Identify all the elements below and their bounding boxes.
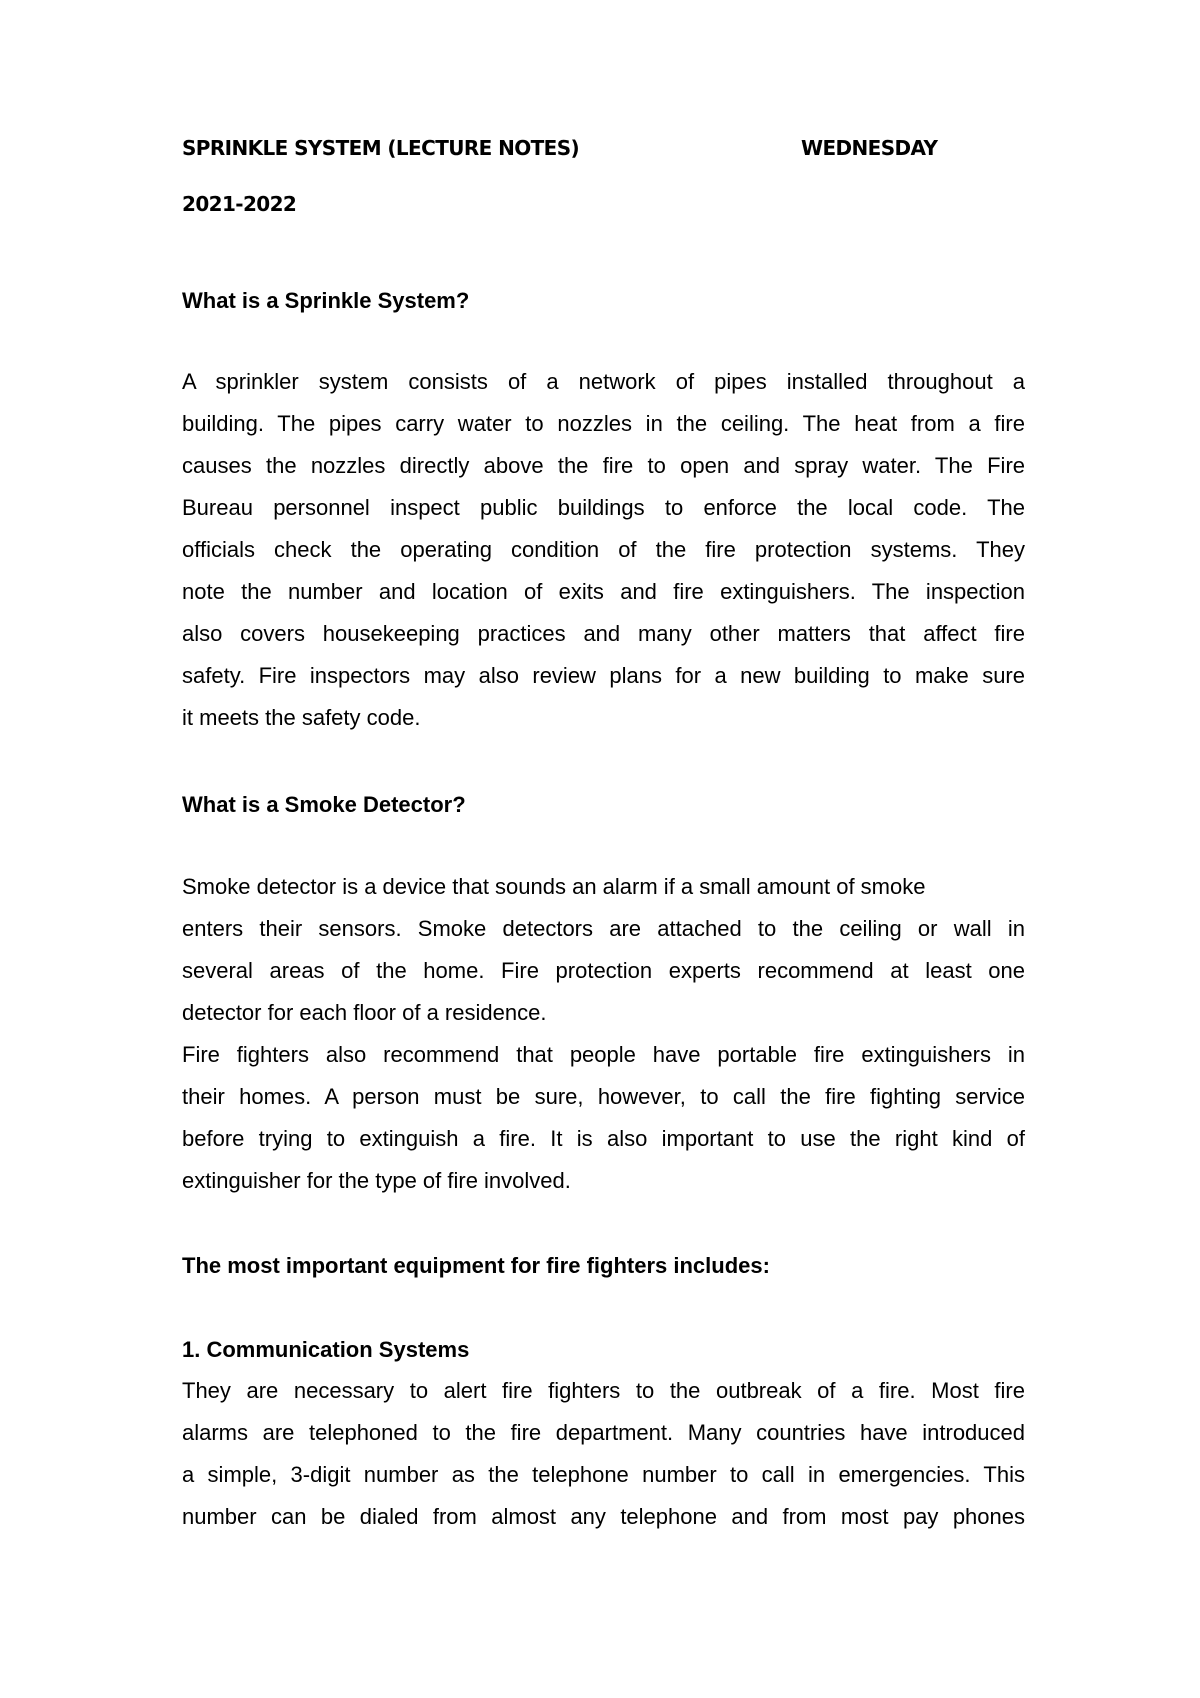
paragraph-line: before trying to extinguish a fire. It is also important to use the right kind of: [182, 1126, 1025, 1151]
paragraph-communication-systems: [182, 1370, 1025, 1538]
heading-equipment: The most important equipment for fire fighters includes:: [182, 1253, 770, 1278]
paragraph-line: several areas of the home. Fire protection experts recommend at least one: [182, 958, 1025, 983]
heading-communication-systems: 1. Communication Systems: [182, 1337, 470, 1362]
paragraph-line: A sprinkler system consists of a network of pipes installed throughout a: [182, 369, 1025, 394]
paragraph-line: also covers housekeeping practices and many other matters that affect fire: [182, 621, 1025, 646]
paragraph-line: extinguisher for the type of fire involved.: [182, 1168, 571, 1193]
paragraph-line: Smoke detector is a device that sounds an alarm if a small amount of smoke: [182, 874, 926, 899]
paragraph-line: note the number and location of exits and fire extinguishers. The inspection: [182, 579, 1025, 604]
paragraph-line: building. The pipes carry water to nozzles in the ceiling. The heat from a fire: [182, 411, 1025, 436]
paragraph-line: enters their sensors. Smoke detectors are attached to the ceiling or wall in: [182, 916, 1025, 941]
paragraph-line: alarms are telephoned to the fire department. Many countries have introduced: [182, 1420, 1025, 1445]
paragraph-line: a simple, 3-digit number as the telephone number to call in emergencies. This: [182, 1462, 1025, 1487]
paragraph-smoke-detector: [182, 866, 1025, 1202]
paragraph-line: safety. Fire inspectors may also review plans for a new building to make sure: [182, 663, 1025, 688]
document-title: SPRINKLE SYSTEM (LECTURE NOTES): [182, 136, 580, 160]
paragraph-line: Fire fighters also recommend that people have portable fire extinguishers in: [182, 1042, 1025, 1067]
paragraph-line: They are necessary to alert fire fighters to the outbreak of a fire. Most fire: [182, 1378, 1025, 1403]
paragraph-line: it meets the safety code.: [182, 705, 421, 730]
document-year: 2021-2022: [182, 192, 297, 216]
paragraph-line: detector for each floor of a residence.: [182, 1000, 547, 1025]
paragraph-line: officials check the operating condition of the fire protection systems. They: [182, 537, 1025, 562]
document-page: [182, 0, 1025, 1698]
paragraph-sprinkle-system: [182, 361, 1025, 739]
heading-sprinkle-system: What is a Sprinkle System?: [182, 288, 470, 313]
paragraph-line: Bureau personnel inspect public buildings to enforce the local code. The: [182, 495, 1025, 520]
document-day: WEDNESDAY: [801, 136, 938, 160]
paragraph-line: number can be dialed from almost any telephone and from most pay phones: [182, 1504, 1025, 1529]
heading-smoke-detector: What is a Smoke Detector?: [182, 792, 466, 817]
paragraph-line: causes the nozzles directly above the fire to open and spray water. The Fire: [182, 453, 1025, 478]
paragraph-line: their homes. A person must be sure, however, to call the fire fighting service: [182, 1084, 1025, 1109]
